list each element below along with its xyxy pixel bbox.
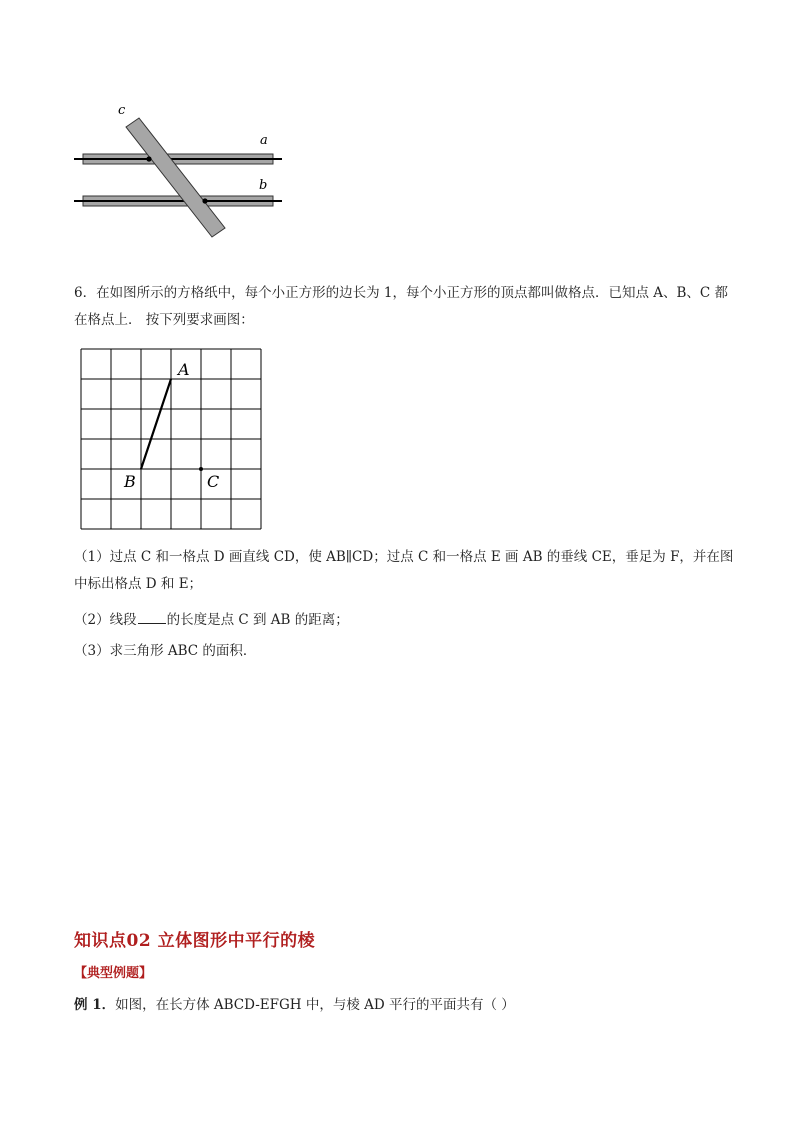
segment-ab [141,379,171,469]
intersection-dot-a [146,156,151,161]
question-6-text: 6．在如图所示的方格纸中，每个小正方形的边长为 1，每个小正方形的顶点都叫做格点．已知点 A、B、C 都在格点上． 按下列要求画图： [74,285,729,328]
point-label-c: C [207,472,220,491]
grid-lines [81,349,261,529]
sub-item-2-after: 的长度是点 C 到 AB 的距离； [166,612,349,628]
label-a: a [260,133,268,148]
slanted-bar-c [126,118,225,237]
sub-item-2 [74,607,734,634]
sub-item-3: （3）求三角形 ABC 的面积． [74,643,257,659]
example-text: 如图，在长方体 ABCD-EFGH 中，与棱 AD 平行的平面共有（ ） [115,997,515,1013]
sub-item-1: （1）过点 C 和一格点 D 画直线 CD，使 AB∥CD；过点 C 和一格点 E 画 AB 的垂线 CE，垂足为 F，并在图中标出格点 D 和 E； [74,549,734,592]
point-label-b: B [124,472,136,491]
section-title: 知识点02 立体图形中平行的棱 [74,931,316,951]
grid-figure [78,346,268,536]
point-label-a: A [178,360,190,379]
example-1 [74,993,515,1013]
parallel-rails-figure [70,100,290,245]
label-c: c [118,103,126,118]
intersection-dot-b [202,198,207,203]
label-b: b [259,178,268,193]
example-label: 例 1． [74,997,116,1013]
point-c-dot [199,467,203,471]
sub-item-2-before: （2）线段 [74,612,137,628]
typical-example-heading: 【典型例题】 [74,966,153,981]
answer-blank [138,611,166,624]
